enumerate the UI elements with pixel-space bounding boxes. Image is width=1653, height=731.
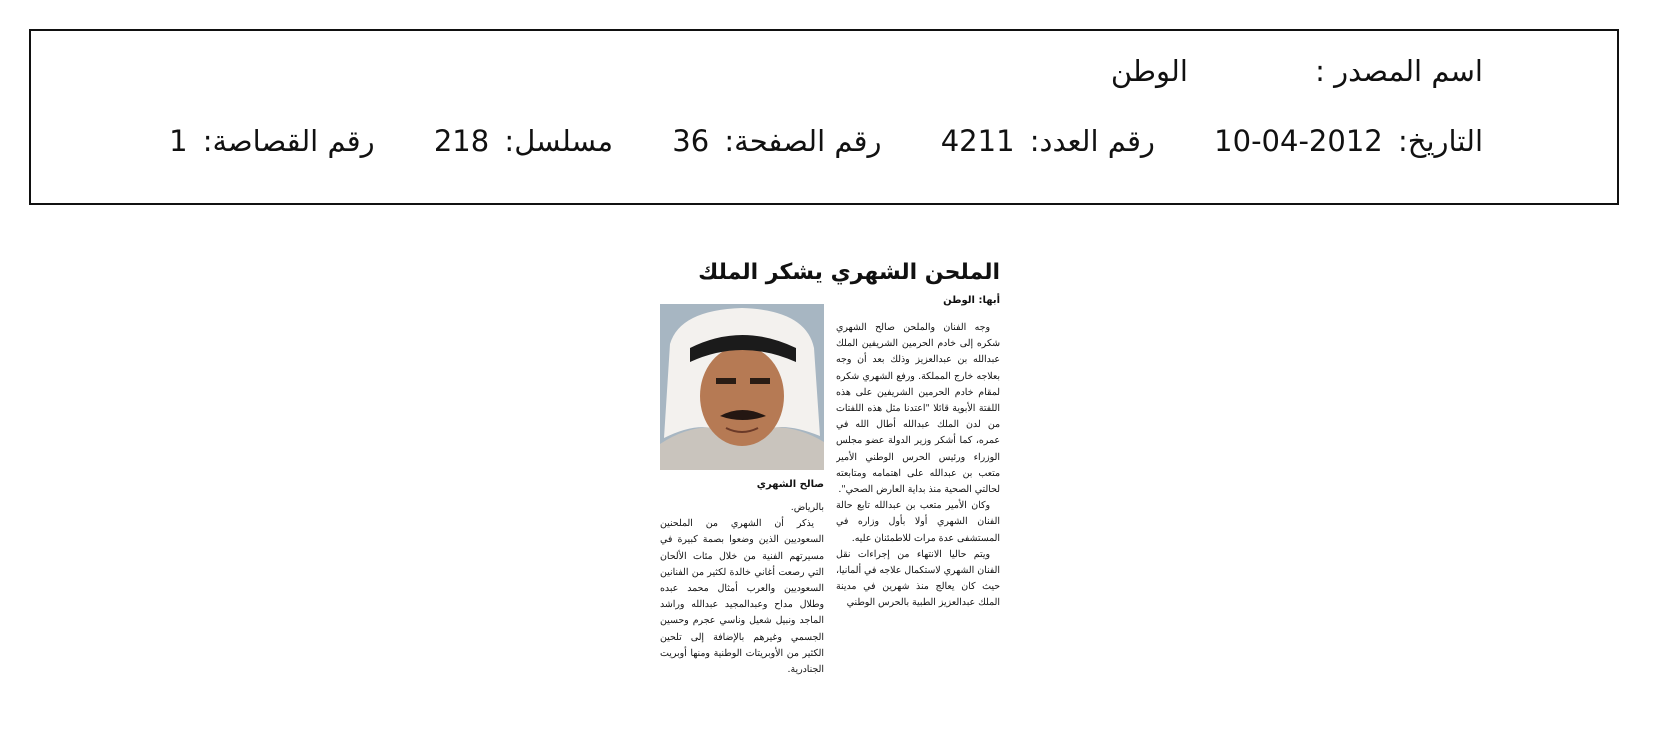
photo-caption: صالح الشهري: [756, 479, 824, 490]
paragraph: ويتم حاليا الانتهاء من إجراءات نقل الفنان الشهري لاستكمال علاجه في ألمانيا، حيث كان يعالج منذ شهرين في مدينة الملك عبدالعزيز الطبية بالحرس الوطني: [836, 548, 1000, 609]
portrait-illustration: [660, 304, 824, 470]
issue-label: رقم العدد:: [1029, 124, 1155, 158]
page-label: رقم الصفحة:: [724, 124, 882, 158]
issue-value: 4211: [940, 124, 1015, 158]
source-value: الوطن: [1110, 54, 1188, 88]
paragraph: يذكر أن الشهري من الملحنين السعوديين الذين وضعوا بصمة كبيرة في مسيرتهم الفنية من خلال مئات الألحان التي رصعت أغاني خالدة لكثير من الفنانين السعوديين والعرب أمثال محمد عبده وطلال مداح وعبدالمجيد عبدالله وراشد الماجد ونبيل شعيل وناسي عجرم وحسين الجسمي وغيرهم بالإضافة إلى تلحين الكثير من الأوبريتات الوطنية ومنها أوبريت الجنادرية.: [660, 518, 824, 676]
page-value: 36: [672, 124, 710, 158]
details-row: [169, 123, 1483, 159]
date-value: 2012-04-10: [1214, 124, 1383, 158]
news-clipping: [660, 258, 1000, 718]
source-row: [1111, 53, 1483, 89]
serial-value: 218: [433, 124, 490, 158]
portrait-photo: [660, 304, 824, 470]
serial-label: مسلسل:: [504, 124, 614, 158]
paragraph: وجه الفنان والملحن صالح الشهري شكره إلى خادم الحرمين الشريفين الملك عبدالله بن عبدالعزيز وذلك بعد أن وجه بعلاجه خارج المملكة. ورفع الشهري شكره لمقام خادم الحرمين الشريفين على هذه اللفتة الأبوية قائلا "اعتدنا مثل هذه اللفتات من لدن الملك عبدالله أطال الله في عمره، كما أشكر وزير الدولة عضو مجلس الوزراء ورئيس الحرس الوطني الأمير متعب بن عبدالله على اهتمامه ومتابعته لحالتي الصحية منذ بداية العارض الصحي".: [836, 322, 1000, 496]
article-byline: أبها: الوطن: [943, 295, 1000, 306]
article-column-right: [836, 320, 1000, 718]
paragraph: بالرياض.: [790, 502, 824, 513]
clip-label: رقم القصاصة:: [202, 124, 375, 158]
article-column-left: [660, 500, 824, 718]
source-label: اسم المصدر :: [1315, 54, 1483, 88]
source-info-box: [29, 29, 1619, 205]
paragraph: وكان الأمير متعب بن عبدالله تابع حالة الفنان الشهري أولا بأول وزاره في المستشفى عدة مرات للاطمئنان عليه.: [836, 500, 1000, 544]
date-label: التاريخ:: [1397, 124, 1483, 158]
article-headline: الملحن الشهري يشكر الملك: [698, 260, 1000, 285]
clip-value: 1: [169, 124, 188, 158]
